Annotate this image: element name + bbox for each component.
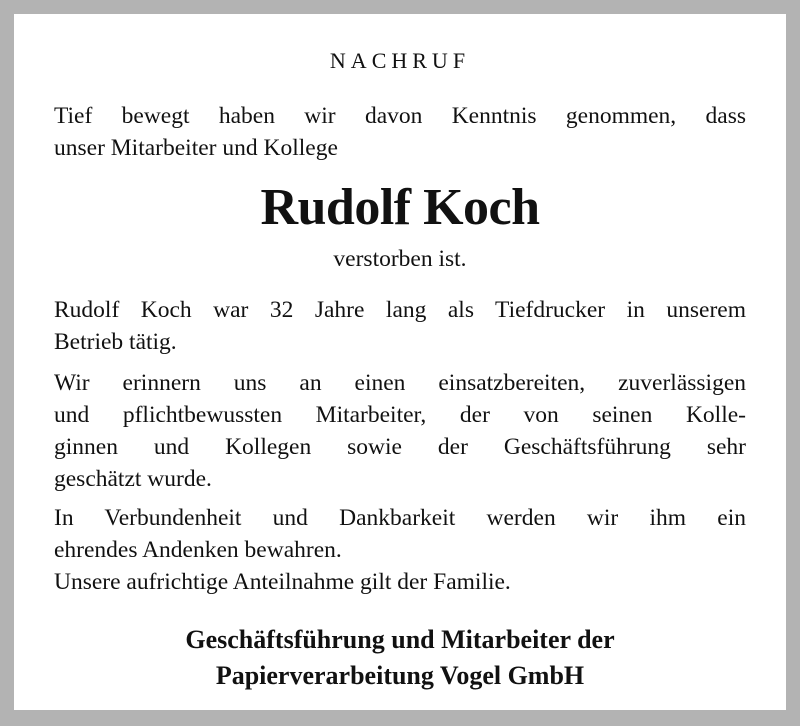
para2-line-3: ginnen und Kollegen sowie der Geschäftsführung sehr [54, 434, 746, 460]
paragraph-2 [54, 367, 746, 495]
para2-line-2: und pflichtbewussten Mitarbeiter, der von seinen Kolle- [54, 402, 746, 428]
para4-line-1: Unsere aufrichtige Anteilnahme gilt der Familie. [54, 569, 511, 595]
para2-line-1: Wir erinnern uns an einen einsatzbereiten, zuverlässigen [54, 370, 746, 396]
notice-heading: NACHRUF [329, 48, 471, 73]
signature-line-2: Papierverarbeitung Vogel GmbH [215, 661, 585, 690]
para1-line-1: Rudolf Koch war 32 Jahre lang als Tiefdrucker in unserem [54, 297, 746, 323]
paragraph-4 [54, 566, 746, 598]
para1-line-2: Betrieb tätig. [54, 329, 177, 355]
para3-line-2: ehrendes Andenken bewahren. [54, 537, 342, 563]
obituary-notice [14, 14, 786, 710]
deceased-name: Rudolf Koch [260, 179, 540, 236]
signature-block [14, 622, 786, 694]
deceased-subline: verstorben ist. [333, 246, 467, 272]
para3-line-1: In Verbundenheit und Dankbarkeit werden wir ihm ein [54, 505, 746, 531]
paragraph-1 [54, 294, 746, 358]
para2-line-4: geschätzt wurde. [54, 466, 212, 492]
intro-paragraph [54, 100, 746, 164]
intro-line-1: Tief bewegt haben wir davon Kenntnis genommen, dass [54, 103, 746, 129]
intro-line-2: unser Mitarbeiter und Kollege [54, 135, 338, 161]
paragraph-3 [54, 502, 746, 566]
signature-line-1: Geschäftsführung und Mitarbeiter der [185, 625, 615, 654]
